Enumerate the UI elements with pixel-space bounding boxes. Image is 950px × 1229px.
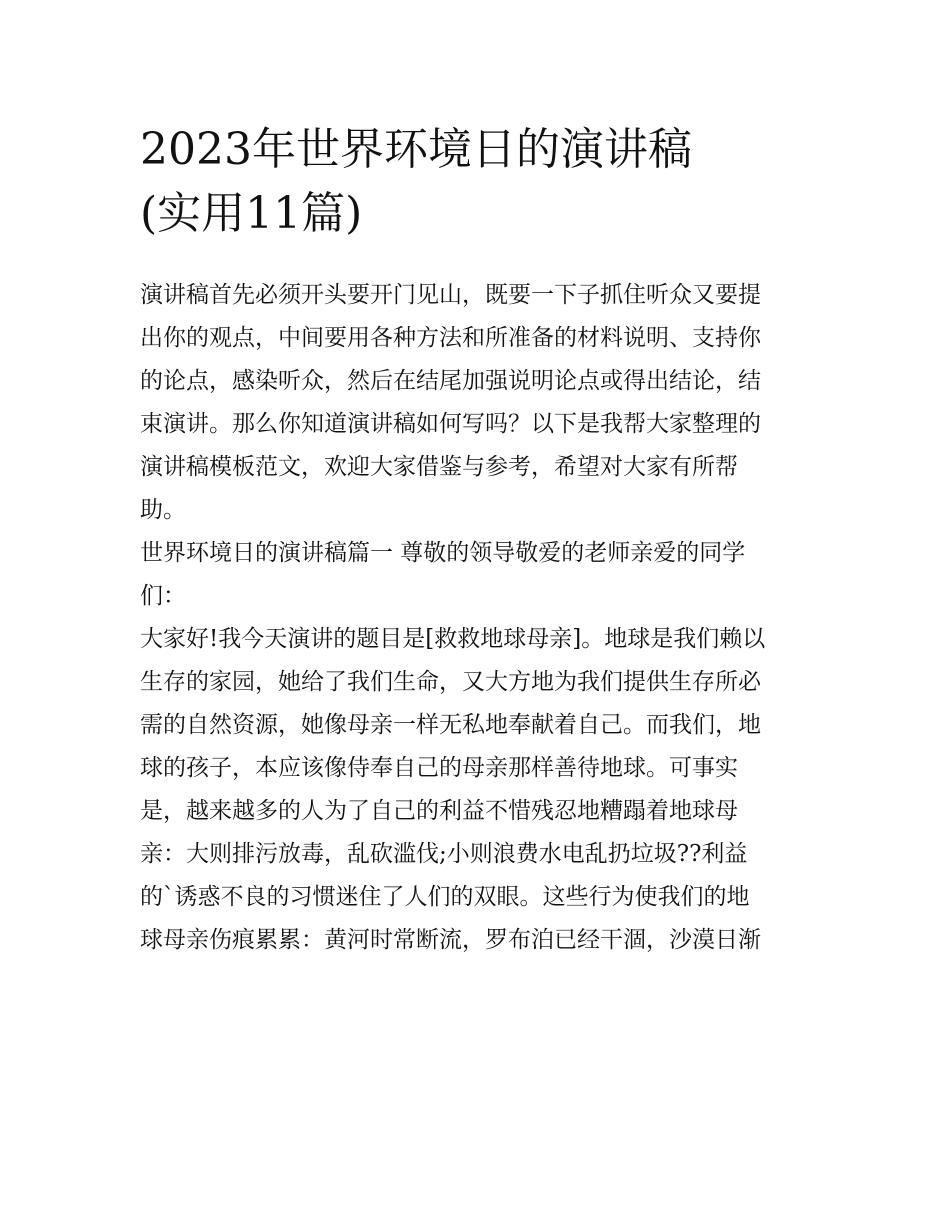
paragraph-line: 亲：大则排污放毒，乱砍滥伐;小则浪费水电乱扔垃圾??利益 [140, 841, 748, 867]
paragraph-line: 的论点，感染听众，然后在结尾加强说明论点或得出结论，结 [140, 368, 761, 394]
title-line-2: (实用11篇) [140, 188, 363, 239]
paragraph-line: 世界环境日的演讲稿篇一 尊敬的领导敬爱的老师亲爱的同学 [140, 540, 746, 566]
paragraph-line: 演讲稿首先必须开头要开门见山，既要一下子抓住听众又要提 [140, 282, 761, 308]
paragraph-line: 需的自然资源，她像母亲一样无私地奉献着自己。而我们，地 [140, 712, 761, 738]
paragraph-line: 生存的家园，她给了我们生命，又大方地为我们提供生存所必 [140, 669, 761, 695]
paragraph-line: 大家好!我今天演讲的题目是[救救地球母亲]。地球是我们赖以 [140, 626, 766, 652]
paragraph-line: 的`诱惑不良的习惯迷住了人们的双眼。这些行为使我们的地 [140, 884, 750, 910]
paragraph-line: 是，越来越多的人为了自己的利益不惜残忍地糟蹋着地球母 [140, 798, 738, 824]
paragraph-line: 球母亲伤痕累累：黄河时常断流，罗布泊已经干涸，沙漠日渐 [140, 927, 761, 953]
paragraph-line: 助。 [140, 497, 186, 523]
intro-paragraph [140, 274, 816, 532]
document-content [140, 118, 816, 962]
paragraph-line: 球的孩子，本应该像侍奉自己的母亲那样善待地球。可事实 [140, 755, 738, 781]
speech-body-paragraph [140, 618, 816, 962]
paragraph-line: 们： [140, 583, 186, 609]
paragraph-line: 束演讲。那么你知道演讲稿如何写吗？以下是我帮大家整理的 [140, 411, 761, 437]
document-title [140, 118, 816, 246]
paragraph-line: 出你的观点，中间要用各种方法和所准备的材料说明、支持你 [140, 325, 761, 351]
title-line-1: 2023年世界环境日的演讲稿 [140, 124, 692, 175]
section-heading-paragraph [140, 532, 816, 618]
paragraph-line: 演讲稿模板范文，欢迎大家借鉴与参考，希望对大家有所帮 [140, 454, 738, 480]
